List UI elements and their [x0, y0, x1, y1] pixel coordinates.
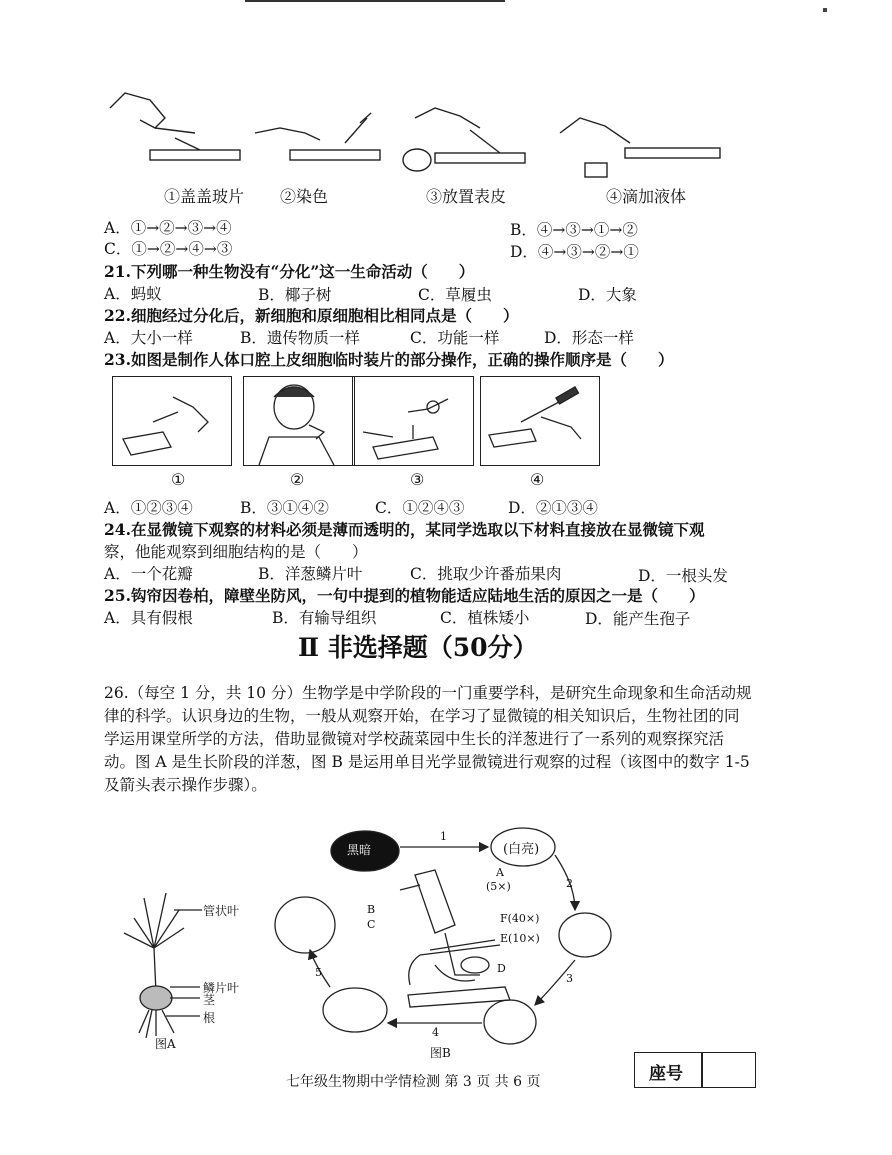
q20-option-c[interactable]: C．①→②→④→③	[104, 240, 233, 258]
figure-b-label-a-mag: (5×)	[486, 880, 511, 893]
q22-option-b[interactable]: B．遗传物质一样	[240, 329, 360, 347]
q22-option-d[interactable]: D．形态一样	[544, 329, 634, 347]
q25-option-b[interactable]: B．有输导组织	[272, 609, 377, 627]
q20-option-b[interactable]: B．④→③→①→②	[510, 221, 638, 239]
figure-b-label-c: C	[367, 918, 376, 931]
figure-b-step-5: 5	[315, 966, 322, 979]
figure-b-step-4: 4	[432, 1026, 439, 1039]
q26-paragraph: 26.（每空 1 分，共 10 分）生物学是中学阶段的一门重要学科，是研究生命现象和生命活动规律的科学。认识身边的生物，一般从观察开始，在学习了显微镜的相关知识后，生物社团的同学运用课堂所学的方法，借助显微镜对学校蔬菜园中生长的洋葱进行了一系列的观察探究活动。图 A 是生长阶段的洋葱，图 B 是运用单目光学显微镜进行观察的过程（该图中的数字 1-5 及箭头表示操作步骤）。	[104, 684, 752, 794]
q23-figure-2	[243, 376, 355, 466]
q23-option-b[interactable]: B．③①④②	[240, 499, 329, 517]
q23-option-a[interactable]: A．①②③④	[104, 499, 193, 517]
figure-b-step-1: 1	[440, 830, 447, 843]
q24-option-c[interactable]: C．挑取少许番茄果肉	[410, 565, 562, 583]
seat-number-divider	[701, 1053, 703, 1087]
q20-caption-4: ④滴加液体	[606, 187, 687, 206]
q21-stem: 21.下列哪一种生物没有“分化”这一生命活动（ ）	[104, 262, 475, 281]
top-rule	[245, 0, 505, 2]
q23-label-3: ③	[410, 470, 425, 489]
q20-option-a[interactable]: A．①→②→③→④	[104, 219, 232, 237]
section-2-title: Ⅱ 非选择题（50分）	[298, 633, 538, 662]
q24-option-a[interactable]: A．一个花瓣	[104, 565, 193, 583]
seat-number-label: 座号	[649, 1064, 683, 1084]
q20-illustrations	[105, 88, 735, 178]
q23-option-d[interactable]: D．②①③④	[508, 499, 598, 517]
page-footer: 七年级生物期中学情检测 第 3 页 共 6 页	[286, 1074, 541, 1090]
q21-option-c[interactable]: C．草履虫	[418, 286, 492, 304]
figure-b-label-f: F(40×)	[500, 912, 540, 925]
q25-stem: 25.钩帘因卷柏，障壁坐防风，一句中提到的植物能适应陆地生活的原因之一是（ ）	[104, 586, 705, 605]
figure-a-onion	[104, 888, 284, 1058]
q21-option-b[interactable]: B．椰子树	[258, 286, 332, 304]
figure-a-label-root: 根	[203, 1011, 216, 1025]
figure-a-label-scale-leaf: 鳞片叶	[203, 981, 240, 995]
figure-b-dark-label: 黑暗	[347, 843, 372, 857]
q25-option-a[interactable]: A．具有假根	[104, 609, 193, 627]
figure-b-caption: 图B	[430, 1046, 451, 1060]
q21-option-d[interactable]: D．大象	[578, 286, 637, 304]
figure-b-label-a: A	[496, 866, 504, 879]
figure-b-label-d: D	[497, 962, 506, 975]
q20-caption-3: ③放置表皮	[426, 187, 507, 206]
q25-option-d[interactable]: D．能产生孢子	[585, 610, 691, 628]
q20-caption-2: ②染色	[280, 187, 329, 206]
q22-option-a[interactable]: A．大小一样	[104, 329, 193, 347]
figure-a-label-stem: 茎	[203, 993, 216, 1007]
figure-b-label-e: E(10×)	[500, 932, 540, 945]
q22-stem: 22.细胞经过分化后，新细胞和原细胞相比相同点是（ ）	[104, 306, 519, 325]
figure-b-step-2: 2	[566, 877, 573, 890]
q23-figure-4	[480, 376, 600, 466]
q24-stem-line-2: 察，他能观察到细胞结构的是（ ）	[104, 543, 368, 561]
q22-option-c[interactable]: C．功能一样	[410, 329, 500, 347]
figure-b-bright-label: (白亮)	[503, 842, 540, 857]
figure-a-label-tubular-leaf: 管状叶	[203, 904, 240, 918]
figure-b-label-b: B	[367, 903, 376, 916]
q20-option-d[interactable]: D．④→③→②→①	[510, 243, 639, 261]
q24-stem-line-1: 24.在显微镜下观察的材料必须是薄而透明的，某同学选取以下材料直接放在显微镜下观	[104, 520, 705, 539]
seat-number-box[interactable]	[634, 1052, 756, 1088]
q24-option-b[interactable]: B．洋葱鳞片叶	[258, 565, 363, 583]
figure-b-microscope	[270, 815, 615, 1050]
q21-option-a[interactable]: A．蚂蚁	[104, 285, 162, 303]
corner-mark	[823, 8, 827, 12]
q23-label-1: ①	[171, 470, 186, 489]
q24-option-d[interactable]: D．一根头发	[638, 567, 728, 585]
q23-label-2: ②	[290, 470, 305, 489]
q23-stem: 23.如图是制作人体口腔上皮细胞临时装片的部分操作，正确的操作顺序是（ ）	[104, 350, 674, 369]
figure-a-caption: 图A	[155, 1037, 176, 1051]
q20-caption-1: ①盖盖玻片	[164, 187, 245, 206]
q23-option-c[interactable]: C．①②④③	[375, 499, 465, 517]
q23-figure-1	[112, 376, 232, 466]
q23-label-4: ④	[530, 470, 545, 489]
q25-option-c[interactable]: C．植株矮小	[440, 609, 530, 627]
q23-figure-3	[352, 376, 474, 466]
figure-b-step-3: 3	[566, 972, 573, 985]
